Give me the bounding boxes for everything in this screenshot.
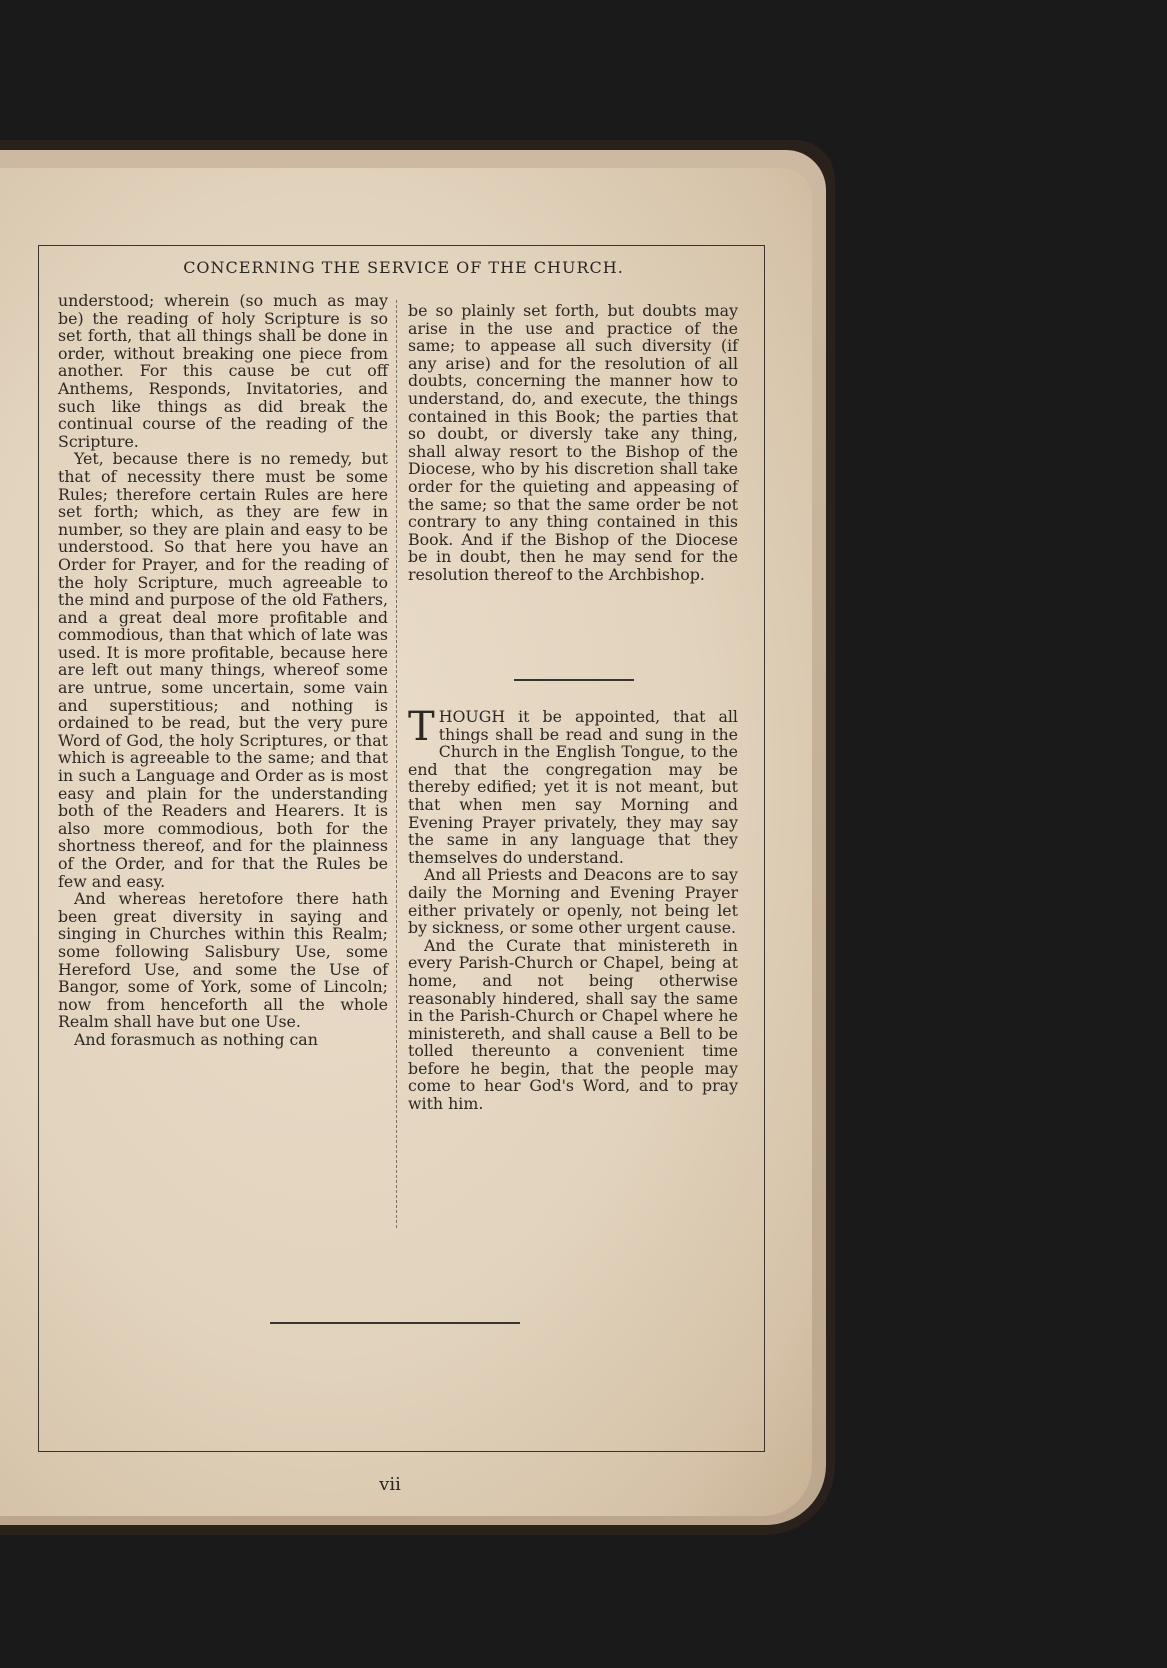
second-section-para-3: And the Curate that ministereth in every Parish-Church or Chapel, being at home, and not being otherwise reasonably hindered, shall say the same in the Parish-Church or Chapel where he ministereth, and shall cause a Bell to be tolled thereunto a convenient time before he begin, that the people may come to hear God's Word, and to pray with him. — [408, 935, 738, 1114]
running-head: CONCERNING THE SERVICE OF THE CHURCH. — [183, 258, 624, 277]
left-para-4: And forasmuch as nothing can — [74, 1029, 318, 1049]
column-divider — [396, 300, 397, 1228]
second-section — [408, 704, 738, 1114]
section-separator — [514, 679, 634, 681]
left-para-1: understood; wherein (so much as may be) the reading of holy Scripture is so set forth, that all things shall be done in order, without breaking one piece from another. For this cause be cut off Anthems, Responds, Invitatories, and such like things as did break the continual course of the reading of the Scripture. — [58, 291, 388, 451]
page-number: vii — [379, 1474, 401, 1495]
left-column — [58, 292, 388, 1049]
second-section-para-1 — [408, 704, 738, 867]
left-para-2: Yet, because there is no remedy, but that of necessity there must be some Rules; therefore certain Rules are here set forth; which, as they are few in number, so they are plain and easy to be understood. So that here you have an Order for Prayer, and for the reading of the holy Scripture, much agreeable to the mind and purpose of the old Fathers, and a great deal more profitable and commodious, than that which of late was used. It is more profitable, because here are left out many things, whereof some are untrue, some uncertain, some vain and superstitious; and nothing is ordained to be read, but the very pure Word of God, the holy Scriptures, or that which is agreeable to the same; and that in such a Language and Order as is most easy and plain for the understanding both of the Readers and Hearers. It is also more commodious, both for the shortness thereof, and for the plainness of the Order, and for that the Rules be few and easy. — [58, 449, 388, 891]
right-column — [408, 302, 738, 584]
end-rule — [270, 1322, 520, 1324]
second-section-para-1-text: HOUGH it be appointed, that all things shall be read and sung in the Church in the English Tongue, to the end that the congregation may be thereby edified; yet it is not meant, but that when men say Morning and Evening Prayer privately, they may say the same in any language that they themselves do understand. — [408, 707, 738, 867]
right-para-1: be so plainly set forth, but doubts may arise in the use and practice of the same; to appease all such diversity (if any arise) and for the resolution of all doubts, concerning the manner how to understand, do, and execute, the things contained in this Book; the parties that so doubt, or diversly take any thing, shall alway resort to the Bishop of the Diocese, who by his discretion shall take order for the quieting and appeasing of the same; so that the same order be not contrary to any thing contained in this Book. And if the Bishop of the Diocese be in doubt, then he may send for the resolution thereof to the Archbishop. — [408, 301, 738, 584]
drop-cap: T — [408, 704, 435, 750]
second-section-para-2: And all Priests and Deacons are to say daily the Morning and Evening Prayer either privately or openly, not being let by sickness, or some other urgent cause. — [408, 865, 738, 938]
left-para-3: And whereas heretofore there hath been great diversity in saying and singing in Churches within this Realm; some following Salisbury Use, some Hereford Use, and some the Use of Bangor, some of York, some of Lincoln; now from henceforth all the whole Realm shall have but one Use. — [58, 889, 388, 1032]
